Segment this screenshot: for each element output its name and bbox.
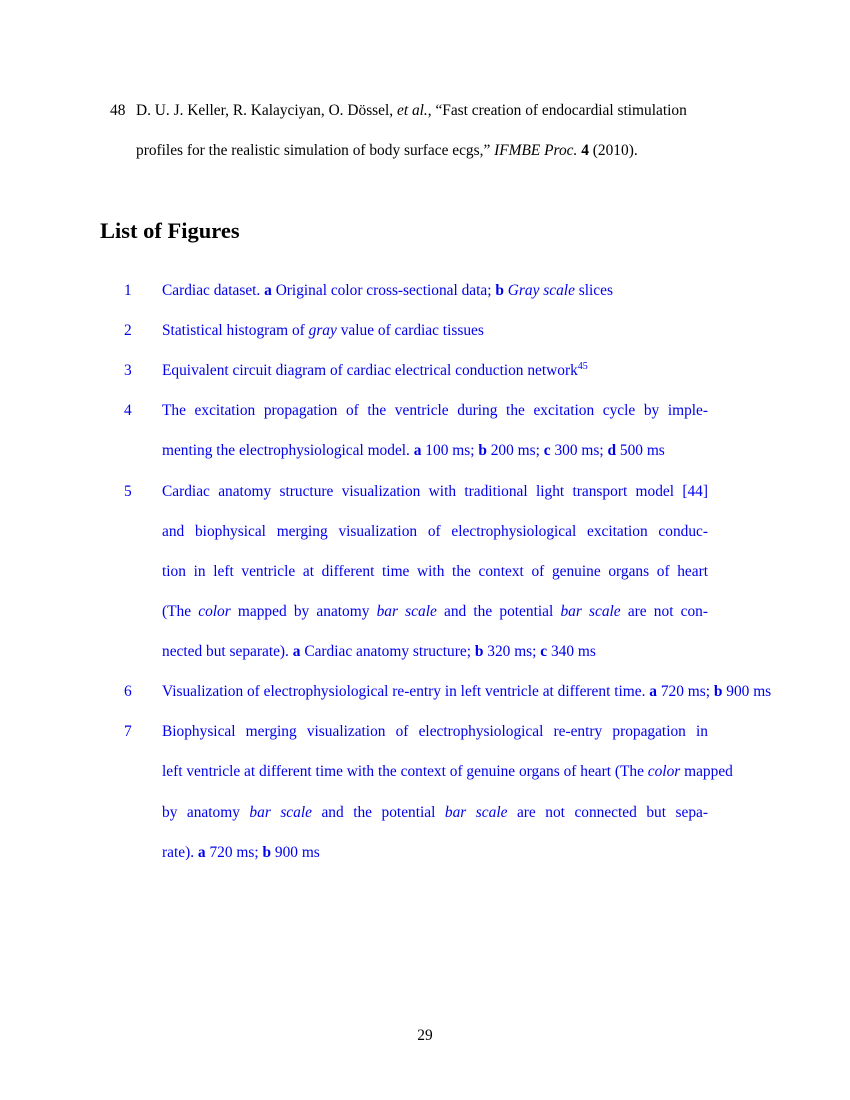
figure-entry-line[interactable] [162,563,708,581]
figure-entry-number[interactable]: 4 [124,402,132,419]
caption-text: 900 ms [722,683,772,700]
figure-entry-line[interactable] [162,282,613,300]
caption-text: menting the electrophysiological model. [162,442,414,459]
figure-entry-number[interactable]: 7 [124,723,132,740]
panel-label: c [543,442,551,459]
reference-volume: 4 [581,142,589,159]
figure-entry-line[interactable] [162,723,708,741]
figure-entry-line[interactable] [162,322,484,340]
figure-entry-number[interactable]: 2 [124,322,132,339]
caption-text: Visualization of electrophysiological re-entry in left ventricle at different time. [162,683,650,700]
panel-label: a [264,282,272,299]
caption-text: by anatomy [162,804,250,821]
reference-year: (2010). [592,142,638,159]
caption-text: and the potential [311,804,445,821]
emphasis-text: bar scale [376,603,437,620]
emphasis-text: gray [308,322,337,339]
reference-line-2 [136,142,638,160]
figure-entry-line[interactable] [162,523,708,541]
figure-entry-line[interactable] [162,603,708,621]
emphasis-text: Gray scale [507,282,575,299]
figure-entry-line[interactable] [162,362,588,380]
caption-text: The excitation propagation of the ventricle during the excitation cycle by imple- [162,402,708,419]
caption-text: 100 ms; [421,442,479,459]
panel-label: b [474,643,484,660]
reference-authors: D. U. J. Keller, R. Kalayciyan, O. Dössel, [136,102,394,119]
reference-number: 48 [110,102,126,119]
caption-text: left ventricle at different time with the context of genuine organs of heart (The [162,763,648,780]
caption-text: Cardiac anatomy structure; [300,643,475,660]
figure-entry-line[interactable] [162,483,708,501]
figure-entry-number[interactable]: 3 [124,362,132,379]
caption-text: rate). [162,844,198,861]
reference-title-start: , “Fast creation of endocardial stimulation [427,102,687,119]
caption-text: 900 ms [271,844,320,861]
caption-text: 720 ms; [656,683,714,700]
caption-text: Cardiac anatomy structure visualization with traditional light transport model [44] [162,483,708,500]
figure-entry-line[interactable] [162,844,320,862]
figure-entry-number[interactable]: 6 [124,683,132,700]
figure-entry-line[interactable] [162,683,771,701]
figure-entry-number[interactable]: 5 [124,483,132,500]
caption-text: 720 ms; [205,844,263,861]
caption-text: and biophysical merging visualization of electrophysiological excitation conduc- [162,523,708,540]
caption-text: mapped [680,763,733,780]
emphasis-text: bar scale [560,603,621,620]
panel-label: b [495,282,504,299]
caption-text: nected but separate). [162,643,293,660]
caption-text: 340 ms [547,643,596,660]
list-of-figures-heading: List of Figures [100,218,240,243]
caption-text: slices [574,282,613,299]
caption-text: Original color cross-sectional data; [271,282,496,299]
caption-text: tion in left ventricle at different time with the context of genuine organs of heart [162,563,708,580]
panel-label: a [292,643,301,660]
caption-text: Cardiac dataset. [162,282,265,299]
emphasis-text: bar scale [249,804,312,821]
caption-text: and the potential [436,603,561,620]
caption-text: value of cardiac tissues [336,322,484,339]
figure-entry-line[interactable] [162,804,708,822]
panel-label: b [262,844,272,861]
panel-label: d [607,442,617,459]
reference-etal: et al. [396,102,428,119]
figure-entry-line[interactable] [162,442,665,460]
caption-text: 200 ms; [486,442,544,459]
panel-label: a [197,844,206,861]
caption-text: Statistical histogram of [162,322,309,339]
caption-text: 300 ms; [550,442,608,459]
figure-entry-number[interactable]: 1 [124,282,132,299]
caption-text: are not con- [620,603,708,620]
reference-journal: IFMBE Proc. [494,142,578,159]
caption-text: are not connected but sepa- [507,804,708,821]
panel-label: b [478,442,487,459]
panel-label: b [713,683,723,700]
panel-label: c [540,643,548,660]
emphasis-text: color [198,603,231,620]
panel-label: a [413,442,422,459]
reference-title-end: profiles for the realistic simulation of body surface ecgs,” [136,142,491,159]
page-number: 29 [417,1027,433,1044]
figure-entry-line[interactable] [162,643,596,661]
emphasis-text: bar scale [444,804,508,821]
caption-text: Biophysical merging visualization of electrophysiological re-entry propagation in [162,723,708,740]
emphasis-text: color [647,763,681,780]
caption-text: 320 ms; [483,643,541,660]
caption-text: (The [162,603,199,620]
caption-text: mapped by anatomy [230,603,377,620]
figure-entry-line[interactable] [162,763,733,781]
caption-text: Equivalent circuit diagram of cardiac electrical conduction network [162,362,578,379]
reference-line-1 [136,102,750,120]
figure-entry-line[interactable] [162,402,708,420]
caption-text: 500 ms [616,442,665,459]
citation-superscript: 45 [577,361,588,372]
panel-label: a [649,683,657,700]
